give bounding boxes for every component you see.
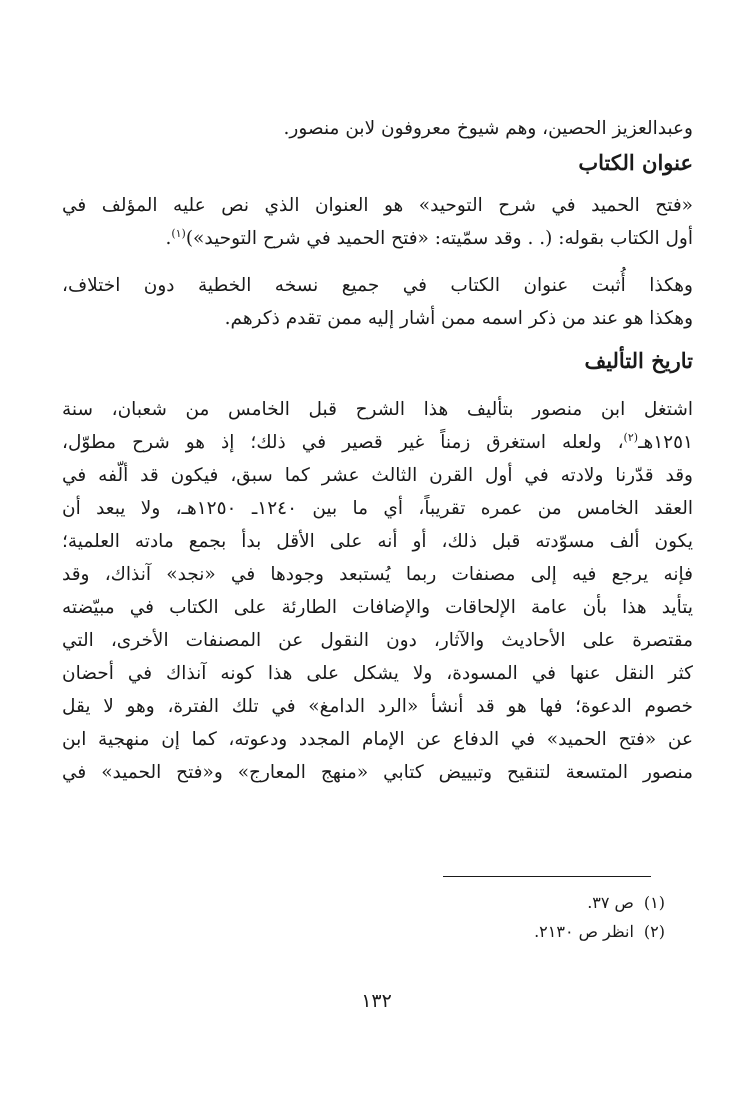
footnote-item (265, 917, 665, 946)
footnote-text: انظر ص ٢١٣٠. (534, 922, 634, 941)
paragraph-title-1 (62, 189, 693, 255)
paragraph-line: يكون ألف مسوّدته قبل ذلك، أو أنه على الأقل بدأ بجمع مادته العلمية؛ (62, 531, 693, 552)
footnote-ref: (١) (171, 226, 186, 240)
section-heading-date: تاريخ التأليف (584, 348, 693, 373)
page-number: ١٣٢ (361, 990, 392, 1012)
paragraph-line: يتأيد هذا بأن عامة الإلحاقات والإضافات الطارئة على الكتاب في مبيّضته (62, 597, 693, 618)
footnote-ref: (٢) (623, 430, 639, 444)
paragraph-line: اشتغل ابن منصور بتأليف هذا الشرح قبل الخامس من شعبان، سنة (62, 399, 693, 420)
paragraph-line: كثر النقل عنها في المسودة، ولا يشكل على هذا كونه آنذاك في أحضان (62, 663, 693, 684)
paragraph-date (62, 393, 693, 789)
paragraph-line: «فتح الحميد في شرح التوحيد» هو العنوان الذي نص عليه المؤلف في (62, 195, 693, 216)
paragraph-line: مقتصرة على الأحاديث والآثار، دون النقول عن المصنفات الأخرى، التي (62, 630, 693, 651)
paragraph-line: وهكذا هو عند من ذكر اسمه ممن أشار إليه ممن تقدم ذكرهم. (224, 308, 693, 329)
paragraph-line: فإنه يرجع فيه إلى مصنفات ربما يُستبعد وجودها في «نجد» آنذاك، وقد (62, 564, 693, 585)
paragraph-line: ١٢٥١هـ$^{(٢)}$، ولعله استغرق زمناً غير قصير في ذلك؛ إذ هو شرح مطوّل، (62, 430, 693, 453)
paragraph-line: عن «فتح الحميد» في الدفاع عن الإمام المجدد ودعوته، كما إن منهجية ابن (62, 729, 693, 750)
paragraph-line: وهكذا أُثبت عنوان الكتاب في جميع نسخه الخطية دون اختلاف، (62, 275, 693, 296)
paragraph-line: أول الكتاب بقوله: (. . وقد سمّيته: «فتح الحميد في شرح التوحيد»)$^{(١)}$. (165, 226, 693, 249)
footnote-item (265, 888, 665, 917)
paragraph-line: العقد الخامس من عمره تقريباً، أي ما بين ١٢٤٠ـ ١٢٥٠هـ، ولا يبعد أن (62, 498, 693, 519)
footnotes (265, 888, 665, 946)
paragraph-line: وقد قدّرنا ولادته في أول القرن الثالث عشر كما سبق، فيكون قد ألّفه في (62, 465, 693, 486)
paragraph-line: خصوم الدعوة؛ فها هو قد أنشأ «الرد الدامغ» في تلك الفترة، وهو لا يقل (62, 696, 693, 717)
main-text (62, 112, 693, 789)
paragraph-title-2 (62, 269, 693, 335)
footnote-divider (443, 876, 651, 877)
intro-line: وعبدالعزيز الحصين، وهم شيوخ معروفون لابن منصور. (283, 118, 693, 139)
footnote-text: ص ٣٧. (587, 893, 634, 912)
section-heading-title: عنوان الكتاب (578, 150, 693, 175)
paragraph-line: منصور المتسعة لتنقيح وتبييض كتابي «منهج المعارج» و«فتح الحميد» في (62, 762, 693, 783)
footnote-number: (٢) (643, 922, 665, 941)
footnote-number: (١) (643, 893, 665, 912)
